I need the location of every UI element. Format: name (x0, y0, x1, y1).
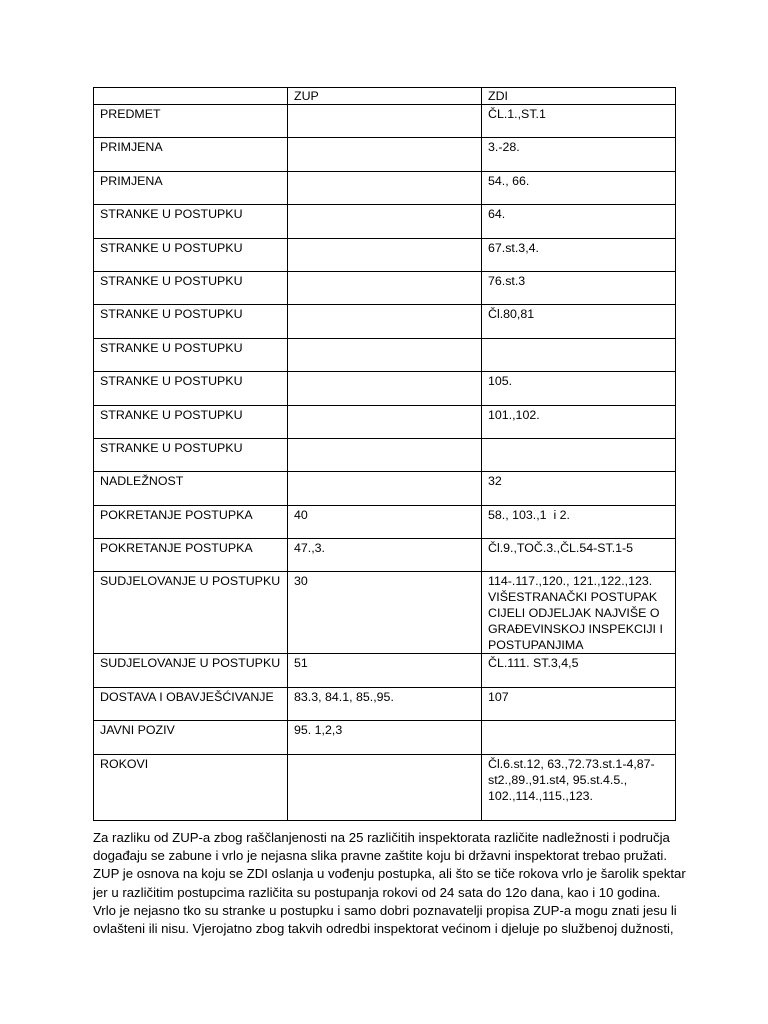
cell-zdi: 58., 103.,1 i 2. (482, 505, 676, 538)
table-row (94, 338, 676, 371)
table-row (94, 721, 676, 754)
cell-zdi: Čl.9.,TOČ.3.,ČL.54-ST.1-5 (482, 539, 676, 572)
cell-zdi: 54., 66. (482, 171, 676, 204)
cell-zdi: 105. (482, 372, 676, 405)
cell-zup: 47.,3. (288, 539, 482, 572)
table-row (94, 539, 676, 572)
cell-zdi: ČL.1.,ST.1 (482, 105, 676, 138)
cell-subject: POKRETANJE POSTUPKA (94, 539, 288, 572)
cell-subject: STRANKE U POSTUPKU (94, 205, 288, 238)
cell-zup: 40 (288, 505, 482, 538)
cell-zup: 95. 1,2,3 (288, 721, 482, 754)
table-row (94, 472, 676, 505)
cell-zup (288, 138, 482, 171)
table-row (94, 271, 676, 304)
cell-subject: POKRETANJE POSTUPKA (94, 505, 288, 538)
cell-subject: JAVNI POZIV (94, 721, 288, 754)
cell-zdi: 67.st.3,4. (482, 238, 676, 271)
cell-subject: STRANKE U POSTUPKU (94, 271, 288, 304)
table-row (94, 438, 676, 471)
cell-zdi (482, 338, 676, 371)
table-row (94, 238, 676, 271)
cell-zup: 83.3, 84.1, 85.,95. (288, 687, 482, 720)
cell-zup: 30 (288, 572, 482, 654)
cell-zdi: 76.st.3 (482, 271, 676, 304)
table-row (94, 372, 676, 405)
cell-zup (288, 305, 482, 338)
paragraph-line: jer u različitim postupcima različita su postupanja rokovi od 24 sata do 12o dana, kao i 10 godina. (93, 884, 661, 900)
cell-zdi (482, 438, 676, 471)
cell-subject: ROKOVI (94, 754, 288, 821)
cell-subject: DOSTAVA I OBAVJEŠĆIVANJE (94, 687, 288, 720)
header-zup: ZUP (288, 88, 482, 105)
cell-zup (288, 438, 482, 471)
cell-zup (288, 105, 482, 138)
cell-zdi: ČL.111. ST.3,4,5 (482, 654, 676, 687)
cell-zup (288, 472, 482, 505)
cell-zdi: 32 (482, 472, 676, 505)
paragraph-line: Za razliku od ZUP-a zbog raščlanjenosti na 25 različitih inspektorata različite nadležnosti i područja (93, 830, 670, 845)
cell-subject: SUDJELOVANJE U POSTUPKU (94, 654, 288, 687)
cell-zdi: 114-.117.,120., 121.,122.,123. VIŠESTRANAČKI POSTUPAK CIJELI ODJELJAK NAJVIŠE O GRAĐEVINSKOJ INSPEKCIJI I POSTUPANJIMA (482, 572, 676, 654)
table-row (94, 171, 676, 204)
table-row (94, 754, 676, 821)
table-row (94, 405, 676, 438)
cell-zdi: 107 (482, 687, 676, 720)
table-header-row (94, 88, 676, 105)
cell-subject: NADLEŽNOST (94, 472, 288, 505)
header-subject (94, 88, 288, 105)
cell-subject: SUDJELOVANJE U POSTUPKU (94, 572, 288, 654)
cell-zup (288, 171, 482, 204)
cell-subject: STRANKE U POSTUPKU (94, 438, 288, 471)
paragraph-line: ZUP je osnova na koju se ZDI oslanja u vođenju postupka, ali što se tiče rokova vrlo je šarolik spektar (93, 866, 686, 882)
table-row (94, 305, 676, 338)
table-row (94, 105, 676, 138)
cell-zdi: 3.-28. (482, 138, 676, 171)
comparison-table (93, 87, 676, 821)
table-row (94, 205, 676, 238)
cell-zdi: 101.,102. (482, 405, 676, 438)
cell-zdi: Čl.6.st.12, 63.,72.73.st.1-4,87-st2.,89.,91.st4, 95.st.4.5., 102.,114.,115.,123. (482, 754, 676, 821)
table-row (94, 572, 676, 654)
cell-zdi: 64. (482, 205, 676, 238)
cell-zup (288, 754, 482, 821)
cell-subject: PRIMJENA (94, 138, 288, 171)
cell-subject: STRANKE U POSTUPKU (94, 338, 288, 371)
cell-zup (288, 238, 482, 271)
cell-zdi (482, 721, 676, 754)
cell-zup (288, 338, 482, 371)
paragraph-line: događaju se zabune i vrlo je nejasna slika pravne zaštite koju bi državni inspektorat trebao pružati. (93, 848, 667, 864)
table-row (94, 505, 676, 538)
paragraph-line: Vrlo je nejasno tko su stranke u postupku i samo dobri poznavatelji propisa ZUP-a mogu znati jesu li (93, 902, 677, 918)
cell-subject: STRANKE U POSTUPKU (94, 238, 288, 271)
cell-zdi: Čl.80,81 (482, 305, 676, 338)
cell-subject: STRANKE U POSTUPKU (94, 372, 288, 405)
cell-subject: PREDMET (94, 105, 288, 138)
table-row (94, 138, 676, 171)
cell-zup: 51 (288, 654, 482, 687)
cell-zup (288, 405, 482, 438)
cell-subject: STRANKE U POSTUPKU (94, 305, 288, 338)
header-zdi: ZDI (482, 88, 676, 105)
body-paragraph (93, 829, 686, 938)
table-row (94, 687, 676, 720)
cell-zup (288, 372, 482, 405)
cell-subject: PRIMJENA (94, 171, 288, 204)
table-row (94, 654, 676, 687)
cell-zup (288, 205, 482, 238)
cell-subject: STRANKE U POSTUPKU (94, 405, 288, 438)
paragraph-line: ovlašteni ili nisu. Vjerojatno zbog takvih odredbi inspektorat većinom i djeluje po službenoj dužnosti, (93, 921, 674, 937)
cell-zup (288, 271, 482, 304)
